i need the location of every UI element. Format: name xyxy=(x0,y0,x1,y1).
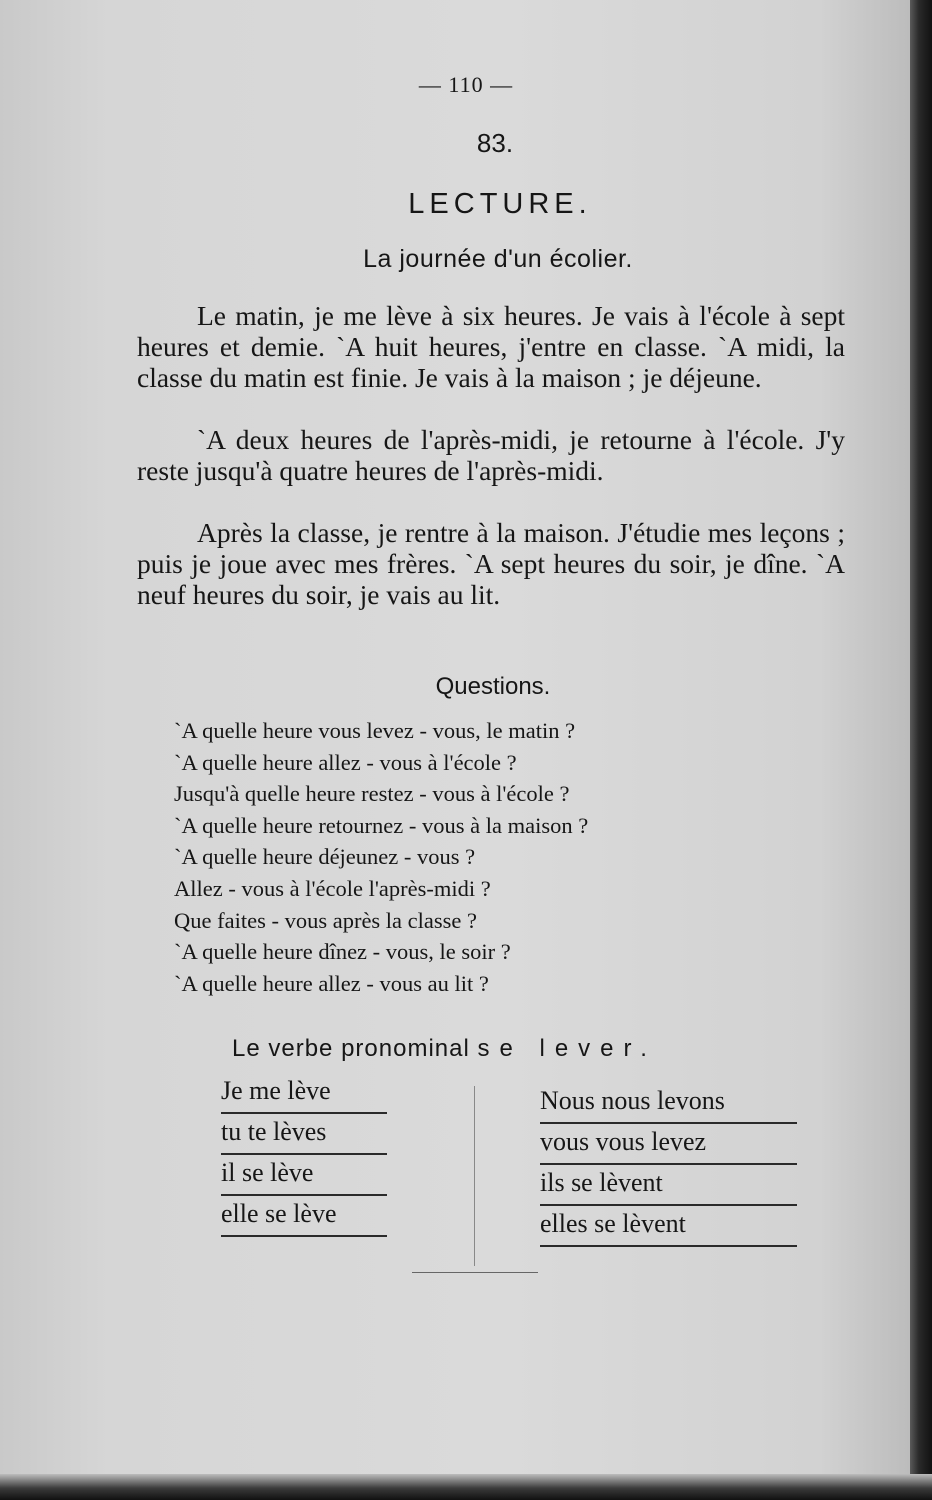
question-item: `A quelle heure dînez - vous, le soir ? xyxy=(174,939,511,965)
question-item: Allez - vous à l'école l'après-midi ? xyxy=(174,875,491,901)
paragraph-1: Le matin, je me lève à six heures. Je vais à l'école à sept heures et demie. `A huit heures, j'entre en classe. `A midi, la classe du matin est finie. Je vais à la maison ; je déjeune. xyxy=(137,300,845,393)
questions-list xyxy=(174,715,588,999)
section-title: LECTURE. xyxy=(408,188,592,220)
conjugation-form: elle se lève xyxy=(221,1196,387,1237)
book-spine xyxy=(910,0,932,1500)
conjugation-form: ils se lèvent xyxy=(540,1165,797,1206)
question-item: Jusqu'à quelle heure restez - vous à l'école ? xyxy=(174,781,570,807)
page-number: — 110 — xyxy=(418,72,514,97)
verb-title-verb: se lever. xyxy=(477,1035,657,1062)
conjugation-divider xyxy=(474,1086,475,1266)
question-item: `A quelle heure déjeunez - vous ? xyxy=(174,844,476,870)
reading-title: La journée d'un écolier. xyxy=(363,245,633,273)
conjugation-form: vous vous levez xyxy=(540,1124,797,1165)
verb-title-prefix: Le verbe pronominal xyxy=(232,1035,470,1062)
conjugation-singular xyxy=(221,1073,387,1237)
conjugation-form: il se lève xyxy=(221,1155,387,1196)
question-item: `A quelle heure retournez - vous à la maison ? xyxy=(174,812,589,838)
questions-title: Questions. xyxy=(435,673,551,700)
paragraph-3: Après la classe, je rentre à la maison. J'étudie mes leçons ; puis je joue avec mes frères. `A sept heures du soir, je dîne. `A neuf heures du soir, je vais au lit. xyxy=(137,517,845,610)
page-bottom-edge xyxy=(0,1474,932,1500)
conjugation-form: Je me lève xyxy=(221,1073,387,1114)
verb-title xyxy=(232,1035,657,1063)
lesson-number: 83. xyxy=(476,128,514,158)
end-rule xyxy=(412,1272,538,1273)
question-item: `A quelle heure vous levez - vous, le matin ? xyxy=(174,718,576,743)
paragraph-2: `A deux heures de l'après-midi, je retourne à l'école. J'y reste jusqu'à quatre heures de l'après-midi. xyxy=(137,424,845,486)
question-item: Que faites - vous après la classe ? xyxy=(174,907,478,933)
conjugation-form: elles se lèvent xyxy=(540,1206,797,1247)
conjugation-form: Nous nous levons xyxy=(540,1083,797,1124)
conjugation-form: tu te lèves xyxy=(221,1114,387,1155)
question-item: `A quelle heure allez - vous au lit ? xyxy=(174,970,489,996)
conjugation-plural xyxy=(540,1083,797,1247)
question-item: `A quelle heure allez - vous à l'école ? xyxy=(174,749,517,775)
